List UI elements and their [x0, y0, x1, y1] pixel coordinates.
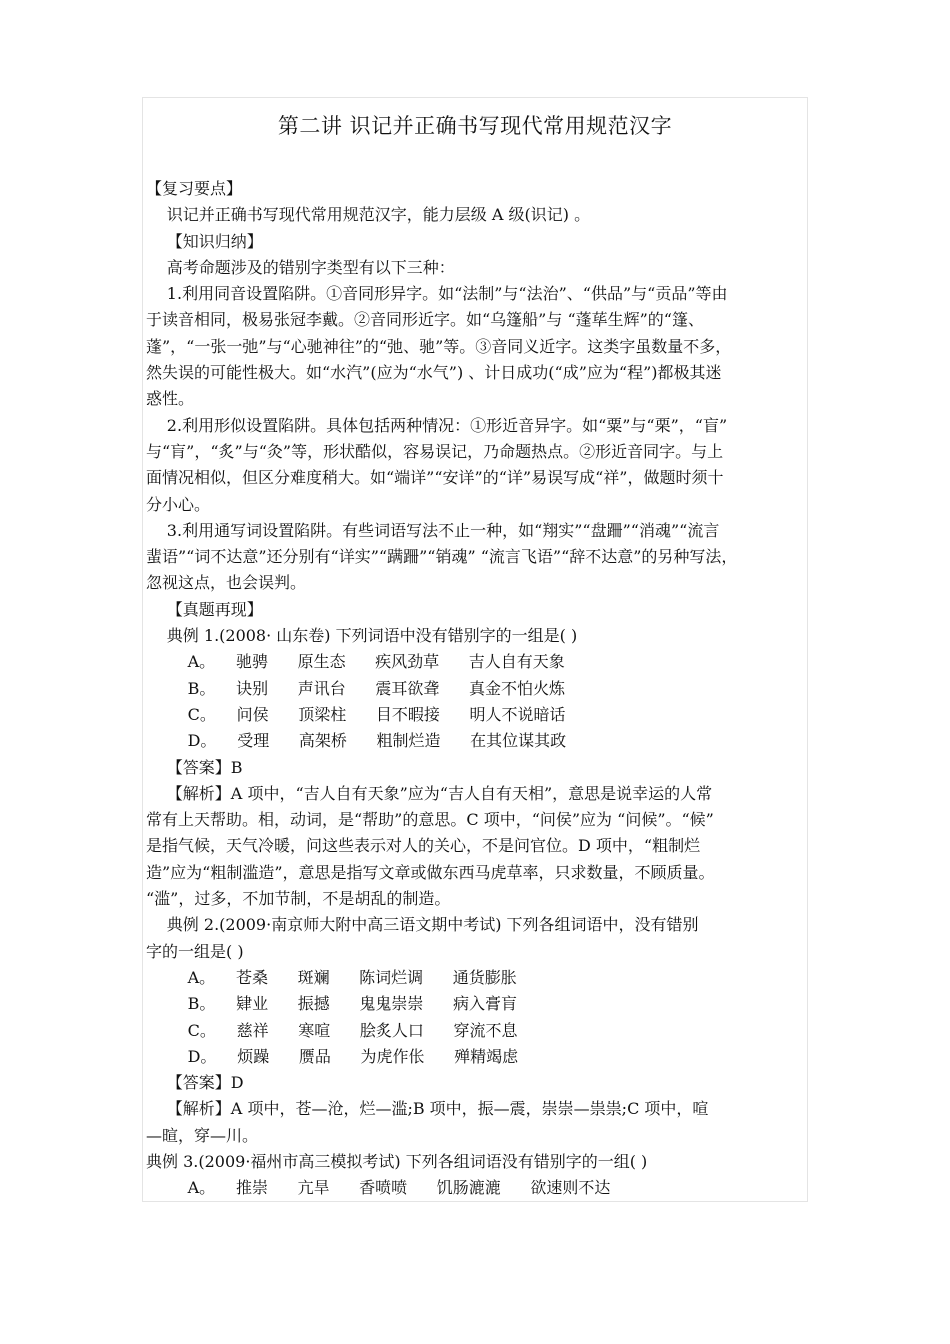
example-2: [146, 912, 810, 1149]
option-word: 烦躁: [237, 1046, 270, 1066]
option-word: 吉人自有天象: [468, 652, 565, 672]
option-word: 通货膨胀: [452, 967, 517, 987]
knowledge-point-3: [146, 518, 810, 597]
example-question: 典例 3.(2009·福州市高三模拟考试) 下列各组词语没有错别字的一组( ): [146, 1151, 648, 1171]
option-word: 陈词烂调: [359, 967, 424, 987]
paragraph-line: 2.利用形似设置陷阱。具体包括两种情况：①形近音异字。如“粟”与“栗”，“盲”: [166, 415, 728, 435]
option-letter: A。: [187, 652, 216, 672]
option-d: [146, 728, 810, 754]
option-word: 声讯台: [297, 678, 346, 698]
answer: 【答案】B: [166, 757, 243, 777]
example-question: 典例 1.(2008· 山东卷) 下列词语中没有错别字的一组是( ): [166, 626, 578, 646]
paragraph-line: 面情况相似，但区分难度稍大。如“端详”“安详”的“详”易误写成“祥”，做题时须十: [146, 468, 724, 488]
analysis-line: 常有上天帮助。相，动词，是“帮助”的意思。C 项中，“问侯”应为 “问候”。“候”: [146, 810, 714, 830]
example-question: 典例 2.(2009·南京师大附中高三语文期中考试) 下列各组词语中，没有错别: [166, 915, 699, 935]
option-word: 原生态: [297, 652, 346, 672]
option-word: 赝品: [298, 1046, 331, 1066]
option-letter: C。: [187, 704, 216, 724]
option-word: 受理: [237, 731, 270, 751]
option-word: 高架桥: [298, 731, 347, 751]
option-word: 振撼: [297, 994, 330, 1014]
option-a: [146, 965, 810, 991]
knowledge-point-2: [146, 413, 810, 518]
option-letter: D。: [187, 731, 217, 751]
example-3: [146, 1149, 810, 1202]
paragraph-line: 1.利用同音设置陷阱。①音同形异字。如“法制”与“法治”、“供品”与“贡品”等由: [166, 284, 728, 304]
review-text: 识记并正确书写现代常用规范汉字，能力层级 A 级(识记) 。: [166, 205, 591, 225]
paragraph-line: 3.利用通写词设置陷阱。有些词语写法不止一种，如“翔实”“盘跚”“消魂”“流言: [166, 520, 720, 540]
option-word: 苍桑: [235, 967, 268, 987]
knowledge-point-1: [146, 281, 810, 412]
paragraph-line: 于读音相同，极易张冠李戴。②音同形近字。如“乌篷船”与 “蓬荜生辉”的“篷、: [146, 310, 704, 330]
analysis-line: “滥”，过多，不加节制，不是胡乱的制造。: [146, 889, 451, 909]
option-word: 亢旱: [297, 1178, 330, 1198]
example-1: [146, 623, 810, 912]
paragraph-line: 惑性。: [146, 389, 195, 409]
option-word: 肄业: [236, 994, 269, 1014]
section-heading-real: 【真题再现】: [166, 599, 263, 619]
option-word: 震耳欲聋: [375, 678, 440, 698]
option-c: [146, 1018, 810, 1044]
example-question: 字的一组是( ): [146, 941, 244, 961]
option-word: 欲速则不达: [530, 1178, 611, 1198]
paragraph-line: 分小心。: [146, 494, 211, 514]
section-heading-review: 【复习要点】: [146, 179, 243, 198]
option-word: 殚精竭虑: [454, 1046, 519, 1066]
option-c: [146, 702, 810, 728]
section-heading-knowledge: 【知识归纳】: [166, 231, 263, 251]
page-title: 第二讲 识记并正确书写现代常用规范汉字: [277, 114, 673, 138]
analysis-line: 【解析】A 项中，“吉人自有天象”应为“吉人自有天相”，意思是说幸运的人常: [166, 783, 713, 803]
option-b: [146, 991, 810, 1017]
option-word: 慈祥: [236, 1020, 269, 1040]
knowledge-intro: 高考命题涉及的错别字类型有以下三种：: [166, 257, 455, 277]
option-b: [146, 676, 810, 702]
option-word: 在其位谋其政: [470, 731, 567, 751]
option-word: 诀别: [236, 678, 269, 698]
option-letter: A。: [187, 1178, 216, 1198]
option-word: 疾风劲草: [375, 652, 440, 672]
option-letter: D。: [187, 1046, 217, 1066]
option-word: 斑斓: [297, 967, 330, 987]
option-word: 粗制烂造: [376, 731, 441, 751]
paragraph-line: 蓬”，“一张一弛”与“心驰神往”的“弛、驰”等。③音同义近字。这类字虽数量不多，: [146, 336, 732, 356]
option-word: 脍炙人口: [359, 1020, 424, 1040]
option-word: 穿流不息: [453, 1020, 518, 1040]
option-a: [146, 649, 810, 675]
option-word: 病入膏肓: [452, 994, 517, 1014]
option-letter: A。: [187, 967, 216, 987]
option-word: 鬼鬼崇崇: [359, 994, 424, 1014]
option-word: 驰骋: [235, 652, 268, 672]
option-word: 顶梁柱: [298, 704, 347, 724]
option-word: 目不暇接: [375, 704, 440, 724]
document-body: [146, 176, 810, 1202]
answer: 【答案】D: [166, 1073, 244, 1093]
analysis-line: —暄，穿—川。: [146, 1125, 259, 1145]
option-word: 香喷喷: [359, 1178, 408, 1198]
paragraph-line: 然失误的可能性极大。如“水汽”(应为“水气”) 、计日成功(“成”应为“程”)都极其迷: [146, 363, 722, 383]
option-d: [146, 1044, 810, 1070]
paragraph-line: 蜚语”“词不达意”还分别有“详实”“蹒跚”“销魂” “流言飞语”“辞不达意”的另种写法，: [146, 547, 738, 567]
option-word: 寒喧: [298, 1020, 331, 1040]
option-word: 为虎作伥: [360, 1046, 425, 1066]
analysis-line: 【解析】A 项中，苍—沧，烂—滥;B 项中，振—震，崇崇—祟祟;C 项中，喧: [166, 1099, 709, 1119]
paragraph-line: 与“肓”，“炙”与“灸”等，形状酷似，容易误记，乃命题热点。②形近音同字。与上: [146, 441, 724, 461]
option-a: [146, 1175, 810, 1201]
option-word: 真金不怕火炼: [468, 678, 565, 698]
paragraph-line: 忽视这点，也会误判。: [146, 573, 307, 593]
analysis-line: 是指气候，天气冷暖，问这些表示对人的关心，不是问官位。D 项中，“粗制烂: [146, 836, 701, 856]
option-word: 饥肠漉漉: [436, 1178, 501, 1198]
option-word: 推崇: [235, 1178, 268, 1198]
analysis-line: 造”应为“粗制滥造”，意思是指写文章或做东西马虎草率，只求数量，不顾质量。: [146, 862, 715, 882]
option-word: 明人不说暗话: [469, 704, 566, 724]
option-word: 问侯: [236, 704, 269, 724]
option-letter: B。: [187, 678, 216, 698]
option-letter: B。: [187, 994, 216, 1014]
option-letter: C。: [187, 1020, 216, 1040]
